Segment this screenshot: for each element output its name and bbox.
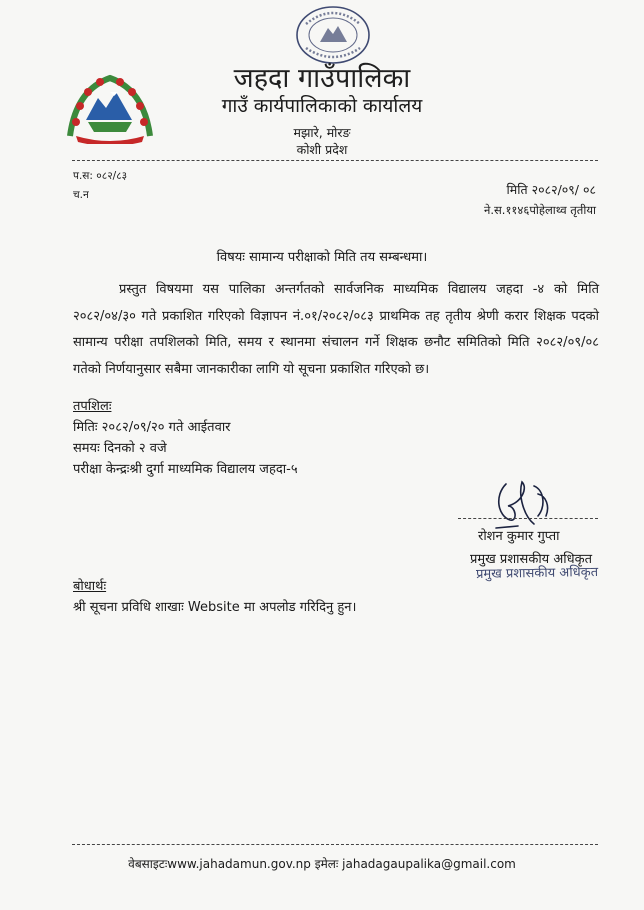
signature-line bbox=[458, 518, 598, 519]
footer-divider bbox=[72, 844, 598, 845]
office-location: मझारे, मोरङ bbox=[293, 125, 351, 140]
org-name-heading: जहदा गाउँपालिका bbox=[233, 63, 411, 94]
office-province: कोशी प्रदेश bbox=[296, 142, 348, 157]
exam-center: परीक्षा केन्द्रःश्री दुर्गा माध्यमिक विद्यालय जहदा-५ bbox=[73, 462, 298, 477]
body-paragraph: प्रस्तुत विषयमा यस पालिका अन्तर्गतको सार्वजनिक माध्यमिक विद्यालय जहदा -४ को मिति २०८२/०४/३० गते प्रकाशित गरिएको विज्ञापन नं.०१/२०८२/०८३ प्राथमिक तह तृतीय श्रेणी करार शिक्षक पदको सामान्य परीक्षा तपशिलको मिति, समय र स्थानमा संचालन गर्ने शिक्षक छनौट समितिको मिति २०८२/०९/०८ गतेको निर्णयानुसार सबैमा जानकारीका लागि यो सूचना प्रकाशित गरिएको छ। bbox=[73, 282, 599, 377]
designation-stamp: प्रमुख प्रशासकीय अधिकृत bbox=[475, 564, 599, 583]
dispatch-number: च.न bbox=[73, 189, 89, 201]
footer-contact: वेबसाइटःwww.jahadamun.gov.np इमेलः jahadagaupalika@gmail.com bbox=[128, 857, 516, 871]
exam-time: समयः दिनको २ वजे bbox=[73, 441, 167, 456]
signatory-title: प्रमुख प्रशासकीय अधिकृत bbox=[470, 552, 593, 567]
reference-number: प.स: ०८२/८३ bbox=[73, 170, 128, 182]
date-bs: मिति २०८२/०९/ ०८ bbox=[506, 182, 596, 197]
date-nepal-sambat: ने.स.११४६पोहेलाथ्व तृतीया bbox=[483, 203, 596, 217]
subject-line: विषयः सामान्य परीक्षाको मिति तय सम्बन्धमा। bbox=[216, 250, 428, 265]
office-name: गाउँ कार्यपालिकाको कार्यालय bbox=[221, 95, 423, 117]
exam-date: मितिः २०८२/०९/२० गते आईतवार bbox=[73, 420, 231, 435]
signatory-name: रोशन कुमार गुप्ता bbox=[478, 529, 560, 544]
header-divider bbox=[72, 160, 598, 161]
details-heading: तपशिलः bbox=[73, 399, 112, 414]
cc-heading: बोधार्थः bbox=[73, 579, 107, 594]
cc-line: श्री सूचना प्रविधि शाखाः Website मा अपलोड गरिदिनु हुन। bbox=[73, 600, 357, 615]
